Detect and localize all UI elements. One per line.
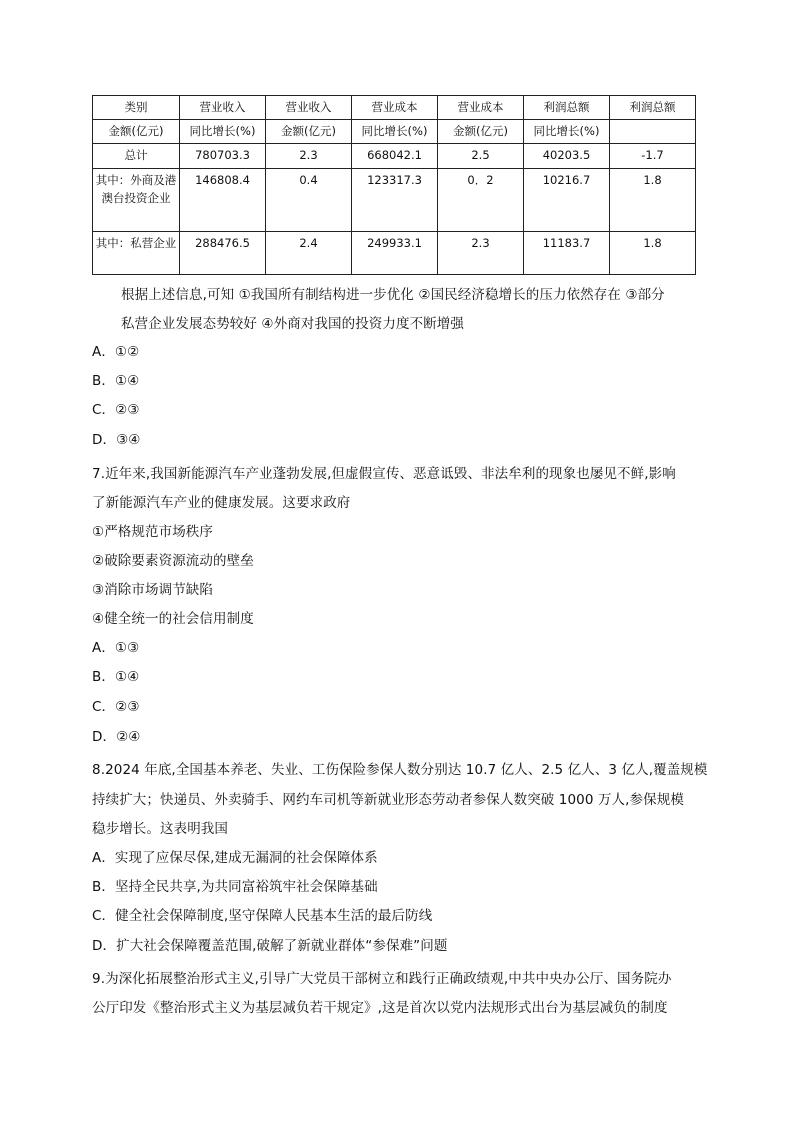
table-header-cell: 营业收入 bbox=[180, 96, 266, 120]
q9-stem-line: 公厅印发《整治形式主义为基层减负若干规定》,这是首次以党内法规形式出台为基层减负的制度 bbox=[92, 1000, 668, 1016]
q8-stem-line: 8.2024 年底,全国基本养老、失业、工伤保险参保人数分别达 10.7 亿人、2.5 亿人、3 亿人,覆盖规模 bbox=[92, 762, 708, 778]
table-header-cell: 营业成本 bbox=[352, 96, 438, 120]
table-header-cell: 利润总额 bbox=[524, 96, 610, 120]
table-cell: 11183.7 bbox=[524, 232, 610, 275]
q6-option-c: C．②③ bbox=[92, 402, 140, 418]
q8-option-d: D．扩大社会保障覆盖范围,破解了新就业群体“参保难”问题 bbox=[92, 938, 448, 954]
q8-option-a: A．实现了应保尽保,建成无漏洞的社会保障体系 bbox=[92, 850, 378, 866]
table-header-cell bbox=[610, 120, 696, 144]
q8-option-c: C．健全社会保障制度,坚守保障人民基本生活的最后防线 bbox=[92, 908, 433, 924]
table-cell: 249933.1 bbox=[352, 232, 438, 275]
table-cell: 123317.3 bbox=[352, 169, 438, 232]
table-cell: 1.8 bbox=[610, 169, 696, 232]
table-cell: 0.4 bbox=[266, 169, 352, 232]
table-row bbox=[93, 144, 696, 169]
table-header-cell: 金额(亿元) bbox=[438, 120, 524, 144]
q6-option-b: B．①④ bbox=[92, 373, 140, 389]
q7-option-a: A．①③ bbox=[92, 640, 140, 656]
q7-item: ③消除市场调节缺陷 bbox=[92, 582, 214, 598]
q6-option-d: D．③④ bbox=[92, 432, 141, 448]
table-header-cell: 同比增长(%) bbox=[352, 120, 438, 144]
table-cell: 2.3 bbox=[438, 232, 524, 275]
table-header-cell: 同比增长(%) bbox=[524, 120, 610, 144]
table-header-cell: 同比增长(%) bbox=[180, 120, 266, 144]
q7-option-c: C．②③ bbox=[92, 699, 140, 715]
table-cell: 40203.5 bbox=[524, 144, 610, 169]
table-cell: 总计 bbox=[93, 144, 180, 169]
q9-stem-line: 9.为深化拓展整治形式主义,引导广大党员干部树立和践行正确政绩观,中共中央办公厅、国务院办 bbox=[92, 971, 672, 987]
q7-item: ②破除要素资源流动的壁垒 bbox=[92, 553, 254, 569]
table-cell: 2.5 bbox=[438, 144, 524, 169]
q7-option-b: B．①④ bbox=[92, 669, 140, 685]
q6-option-a: A．①② bbox=[92, 344, 140, 360]
table-header-cell: 营业成本 bbox=[438, 96, 524, 120]
table-cell: 0．2 bbox=[438, 169, 524, 232]
table-cell: -1.7 bbox=[610, 144, 696, 169]
table-cell: 146808.4 bbox=[180, 169, 266, 232]
q6-stem-line: 私营企业发展态势较好 ④外商对我国的投资力度不断增强 bbox=[121, 316, 464, 332]
table-cell: 2.3 bbox=[266, 144, 352, 169]
q8-stem-line: 稳步增长。这表明我国 bbox=[92, 821, 228, 837]
table-header-cell: 金额(亿元) bbox=[266, 120, 352, 144]
table-cell: 668042.1 bbox=[352, 144, 438, 169]
q7-option-d: D．②④ bbox=[92, 729, 141, 745]
table-header-row-2 bbox=[93, 120, 696, 144]
table-row bbox=[93, 169, 696, 232]
q8-option-b: B．坚持全民共享,为共同富裕筑牢社会保障基础 bbox=[92, 879, 378, 895]
q7-stem-line: 了新能源汽车产业的健康发展。这要求政府 bbox=[92, 495, 351, 511]
table-cell: 780703.3 bbox=[180, 144, 266, 169]
table-cell: 2.4 bbox=[266, 232, 352, 275]
table-row bbox=[93, 232, 696, 275]
q7-item: ①严格规范市场秩序 bbox=[92, 524, 214, 540]
table-header-cell: 营业收入 bbox=[266, 96, 352, 120]
industry-data-table bbox=[92, 95, 696, 275]
q7-stem-line: 7.近年来,我国新能源汽车产业蓬勃发展,但虚假宣传、恶意诋毁、非法牟利的现象也屡见不鲜,影响 bbox=[92, 466, 676, 482]
table-cell: 10216.7 bbox=[524, 169, 610, 232]
table-cell: 1.8 bbox=[610, 232, 696, 275]
table-header-row-1 bbox=[93, 96, 696, 120]
table-header-cell: 类别 bbox=[93, 96, 180, 120]
q7-item: ④健全统一的社会信用制度 bbox=[92, 611, 254, 627]
table-header-cell: 金额(亿元) bbox=[93, 120, 180, 144]
q6-stem-line: 根据上述信息,可知 ①我国所有制结构进一步优化 ②国民经济稳增长的压力依然存在 ③部分 bbox=[121, 287, 665, 303]
table-header-cell: 利润总额 bbox=[610, 96, 696, 120]
table-cell: 其中：外商及港澳台投资企业 bbox=[93, 169, 180, 232]
table-cell: 288476.5 bbox=[180, 232, 266, 275]
q8-stem-line: 持续扩大；快递员、外卖骑手、网约车司机等新就业形态劳动者参保人数突破 1000 万人,参保规模 bbox=[92, 792, 684, 808]
table-cell: 其中：私营企业 bbox=[93, 232, 180, 275]
